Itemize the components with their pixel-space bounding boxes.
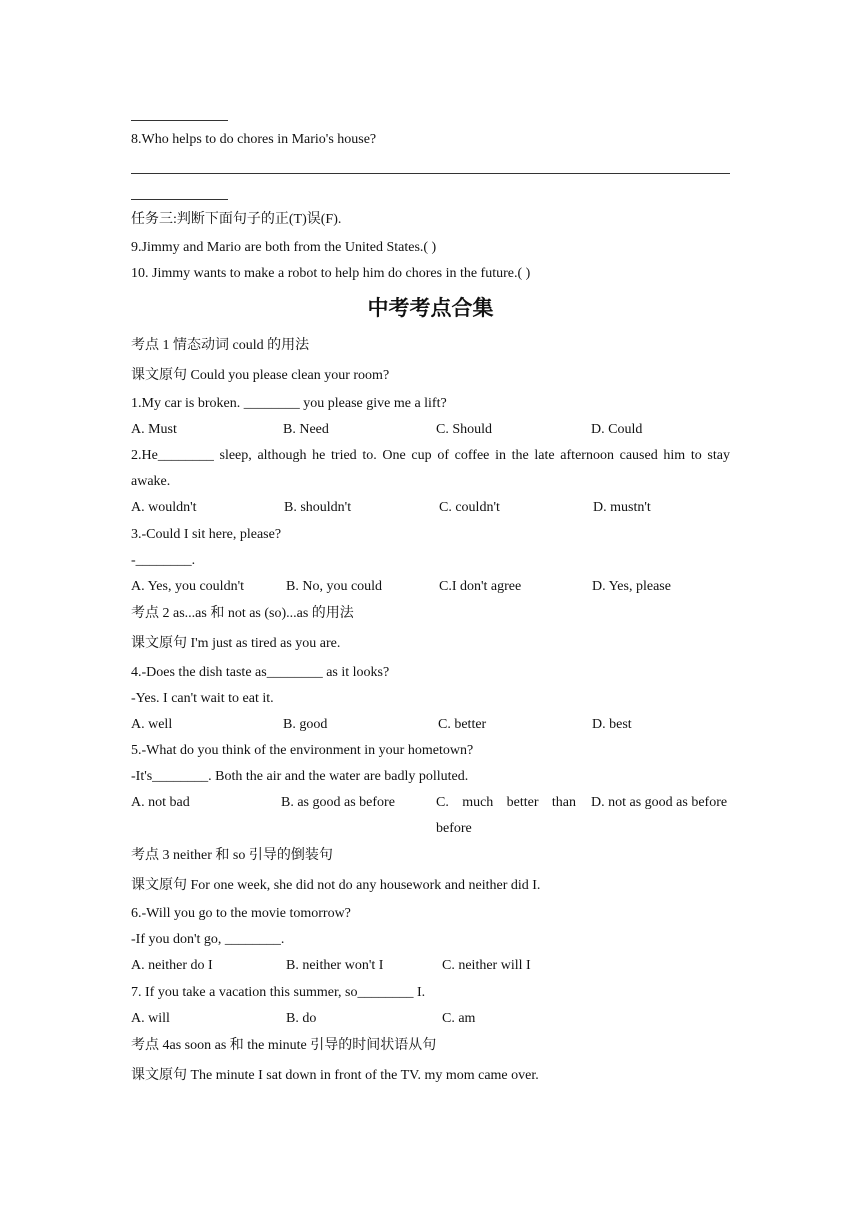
- q4-option-a: A. well: [131, 717, 173, 732]
- point-4-heading: 考点 4as soon as 和 the minute 引导的时间状语从句: [131, 1038, 437, 1053]
- q4-option-c: C. better: [438, 717, 487, 732]
- point-1-heading: 考点 1 情态动词 could 的用法: [131, 338, 310, 353]
- point-3-source: 课文原句 For one week, she did not do any housework and neither did I.: [131, 878, 541, 893]
- q3-stem: 3.-Could I sit here, please?: [131, 527, 282, 542]
- question-10: 10. Jimmy wants to make a robot to help him do chores in the future.( ): [131, 266, 531, 281]
- q6-option-a: A. neither do I: [131, 958, 213, 973]
- q6-option-c: C. neither will I: [442, 958, 531, 973]
- answer-line: [131, 120, 228, 121]
- q3-option-d: D. Yes, please: [592, 579, 671, 594]
- q1-option-b: B. Need: [283, 422, 329, 437]
- q4-stem: 4.-Does the dish taste as________ as it looks?: [131, 665, 390, 680]
- q3-stem-response: -________.: [131, 553, 196, 568]
- q5-stem-response: -It's________. Both the air and the water are badly polluted.: [131, 769, 469, 784]
- answer-line: [131, 173, 730, 174]
- q7-stem: 7. If you take a vacation this summer, so________ I.: [131, 985, 426, 1000]
- q1-stem: 1.My car is broken. ________ you please give me a lift?: [131, 396, 447, 411]
- question-9: 9.Jimmy and Mario are both from the United States.( ): [131, 240, 437, 255]
- q5-option-a: A. not bad: [131, 795, 190, 810]
- q2-option-b: B. shouldn't: [284, 500, 352, 515]
- q6-option-b: B. neither won't I: [286, 958, 384, 973]
- q6-stem: 6.-Will you go to the movie tomorrow?: [131, 906, 351, 921]
- q5-option-c: C. much better than before: [436, 795, 576, 836]
- q1-option-d: D. Could: [591, 422, 643, 437]
- q6-stem-response: -If you don't go, ________.: [131, 932, 285, 947]
- q2-option-a: A. wouldn't: [131, 500, 197, 515]
- q2-option-c: C. couldn't: [439, 500, 500, 515]
- q1-option-a: A. Must: [131, 422, 177, 437]
- point-2-heading: 考点 2 as...as 和 not as (so)...as 的用法: [131, 606, 354, 621]
- q7-option-a: A. will: [131, 1011, 170, 1026]
- point-4-source: 课文原句 The minute I sat down in front of the TV. my mom came over.: [131, 1068, 539, 1083]
- q5-option-d: D. not as good as before: [591, 795, 728, 810]
- q2-option-d: D. mustn't: [593, 500, 651, 515]
- q7-option-c: C. am: [442, 1011, 476, 1026]
- q3-option-a: A. Yes, you couldn't: [131, 579, 244, 594]
- q5-option-b: B. as good as before: [281, 795, 395, 810]
- task-3-heading: 任务三:判断下面句子的正(T)误(F).: [131, 212, 342, 227]
- q3-option-b: B. No, you could: [286, 579, 383, 594]
- point-2-source: 课文原句 I'm just as tired as you are.: [131, 636, 341, 651]
- point-3-heading: 考点 3 neither 和 so 引导的倒装句: [131, 848, 333, 863]
- q2-stem: 2.He________ sleep, although he tried to. One cup of coffee in the late afternoon caused him to stay awake.: [131, 448, 730, 489]
- q1-option-c: C. Should: [436, 422, 493, 437]
- question-8: 8.Who helps to do chores in Mario's house?: [131, 132, 377, 147]
- q7-option-b: B. do: [286, 1011, 317, 1026]
- q4-option-b: B. good: [283, 717, 328, 732]
- q4-option-d: D. best: [592, 717, 632, 732]
- q3-option-c: C.I don't agree: [439, 579, 522, 594]
- section-title: 中考考点合集: [367, 296, 494, 320]
- q4-stem-response: -Yes. I can't wait to eat it.: [131, 691, 274, 706]
- point-1-source: 课文原句 Could you please clean your room?: [131, 368, 390, 383]
- answer-line: [131, 199, 228, 200]
- q5-stem: 5.-What do you think of the environment in your hometown?: [131, 743, 474, 758]
